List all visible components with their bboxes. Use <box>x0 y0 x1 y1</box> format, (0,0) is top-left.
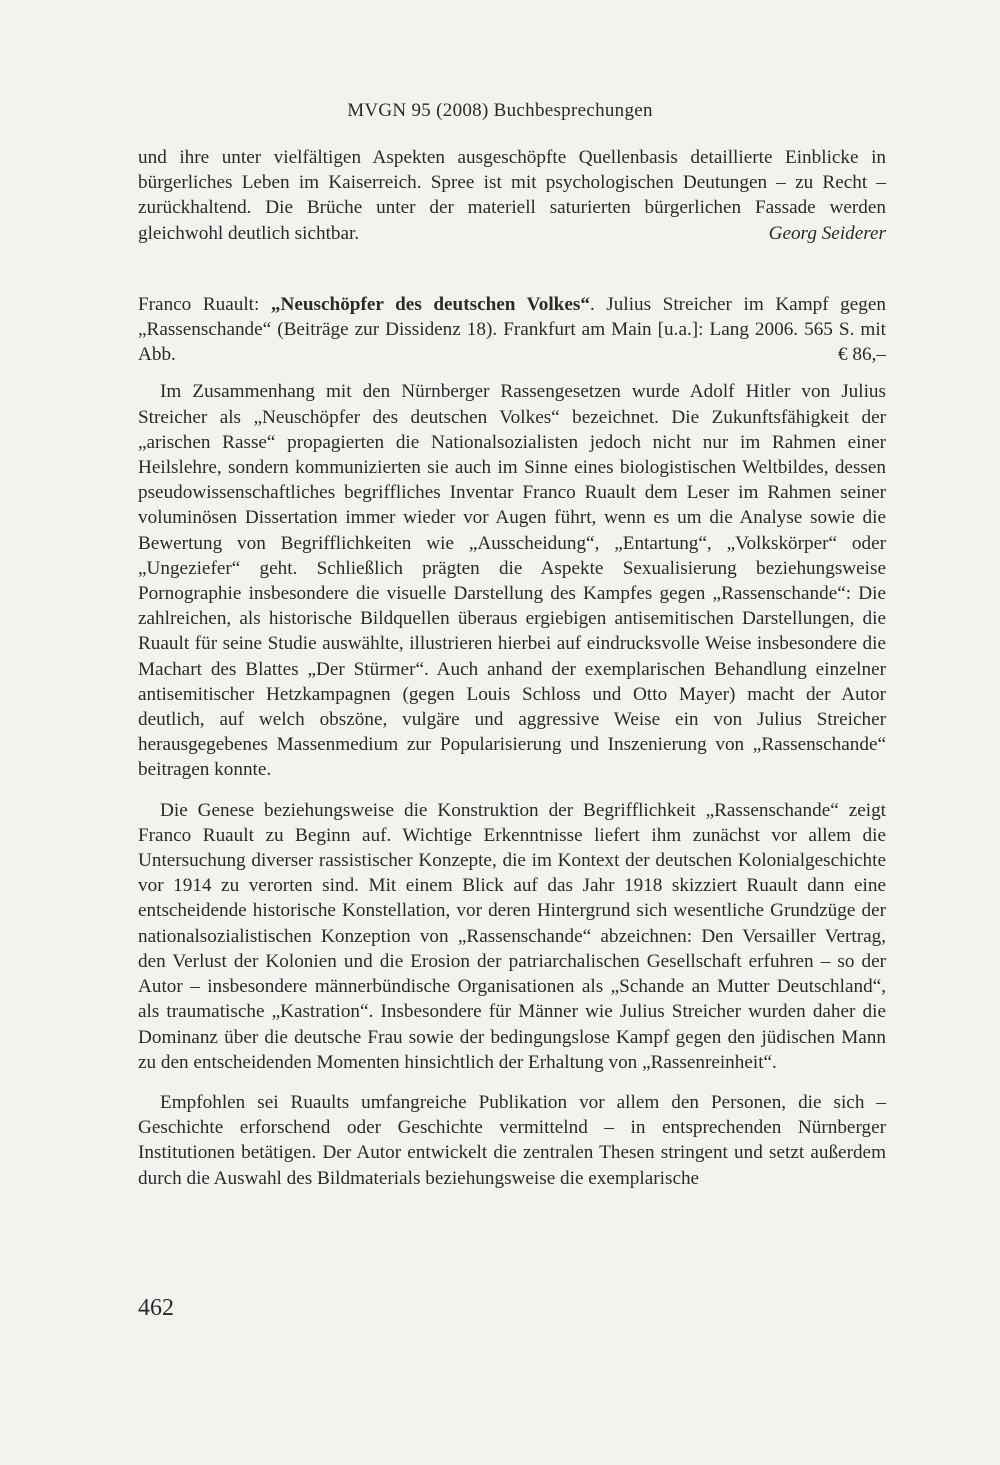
review-paragraph-1: Im Zusammenhang mit den Nürnberger Rassengesetzen wurde Adolf Hitler von Julius Streicher als „Neuschöpfer des deutschen Volkes“ bezeichnet. Die Zukunftsfähigkeit der „arischen Rasse“ propagierten die Nationalsozialisten jedoch nicht nur im Rahmen einer Heilslehre, sondern kommunizierten sie auch im Sinne eines biologistischen Weltbildes, dessen pseudowissenschaftliches begriffliches Inventar Franco Ruault dem Leser im Rahmen seiner voluminösen Dissertation immer wieder vor Augen führt, wenn es um die Analyse sowie die Bewertung von Begrifflichkeiten wie „Ausscheidung“, „Entartung“, „Volkskörper“ oder „Ungeziefer“ geht. Schließlich prägten die Aspekte Sexualisierung beziehungsweise Pornographie insbesondere die visuelle Darstellung des Kampfes gegen „Rassenschande“: Die zahlreichen, als historische Bildquellen überaus ergiebigen antisemitischen Darstellungen, die Ruault für seine Studie auswählte, illustrieren hierbei auf eindrucksvolle Weise insbesondere die Machart des Blattes „Der Stürmer“. Auch anhand der exemplarischen Behandlung einzelner antisemitischer Hetzkampagnen (gegen Louis Schloss und Otto Mayer) macht der Autor deutlich, auf welch obszöne, vulgäre und aggressive Weise ein von Julius Streicher herausgegebenes Massenmedium zur Popularisierung und Inszenierung von „Rassenschande“ beitragen konnte. <box>138 381 886 781</box>
reviewer-signature: Georg Seiderer <box>768 222 886 244</box>
bibliographic-entry <box>138 292 886 368</box>
page-body <box>138 145 886 1191</box>
book-details: . Julius Streicher im Kampf gegen „Rassenschande“ (Beiträge zur Dissidenz 18). Frankfurt am Main [u.a.]: Lang 2006. 565 S. mit Abb. <box>138 293 886 366</box>
book-title: „Neuschöpfer des deutschen Volkes“ <box>270 293 590 315</box>
running-head: MVGN 95 (2008) Buchbesprechungen <box>347 100 653 121</box>
book-author: Franco Ruault: <box>138 293 271 315</box>
review-paragraph-2: Die Genese beziehungsweise die Konstruktion der Begrifflichkeit „Rassenschande“ zeigt Franco Ruault zu Beginn auf. Wichtige Erkenntnisse liefert ihm zunächst vor allem die Untersuchung diverser rassistischer Konzepte, die im Kontext der deutschen Kolonialgeschichte vor 1914 zu verorten sind. Mit einem Blick auf das Jahr 1918 skizziert Ruault dann eine entscheidende historische Konstellation, vor deren Hintergrund sich wesentliche Grundzüge der nationalsozialistischen Konzeption von „Rassenschande“ abzeichnen: Den Versailler Vertrag, den Verlust der Kolonien und die Erosion der patriarchalischen Gesellschaft erfuhren – so der Autor – insbesondere männerbündische Organisationen als „Schande an Mutter Deutschland“, als traumatische „Kastration“. Insbesondere für Männer wie Julius Streicher wurden daher die Dominanz über die deutsche Frau sowie der bedingungslose Kampf gegen den jüdischen Mann zu den entscheidenden Momenten hinsichtlich der Erhaltung von „Rassenreinheit“. <box>138 799 886 1073</box>
page-number: 462 <box>138 1295 174 1321</box>
review-paragraph-3: Empfohlen sei Ruaults umfangreiche Publikation vor allem den Personen, die sich – Geschichte erforschend oder Geschichte vermittelnd – in entsprechenden Nürnberger Institutionen betätigen. Der Autor entwickelt die zentralen Thesen stringent und setzt außerdem durch die Auswahl des Bildmaterials beziehungsweise die exemplarische <box>138 1091 886 1189</box>
book-price: € 86,– <box>838 344 886 366</box>
previous-review-body: und ihre unter vielfältigen Aspekten ausgeschöpfte Quellenbasis detaillierte Einblicke in bürgerliches Leben im Kaiserreich. Spree ist mit psychologischen Deutungen – zu Recht – zurückhaltend. Die Brüche unter der materiell saturierten bürgerlichen Fassade werden gleichwohl deutlich sichtbar. <box>138 147 886 244</box>
previous-review-text <box>138 145 886 246</box>
